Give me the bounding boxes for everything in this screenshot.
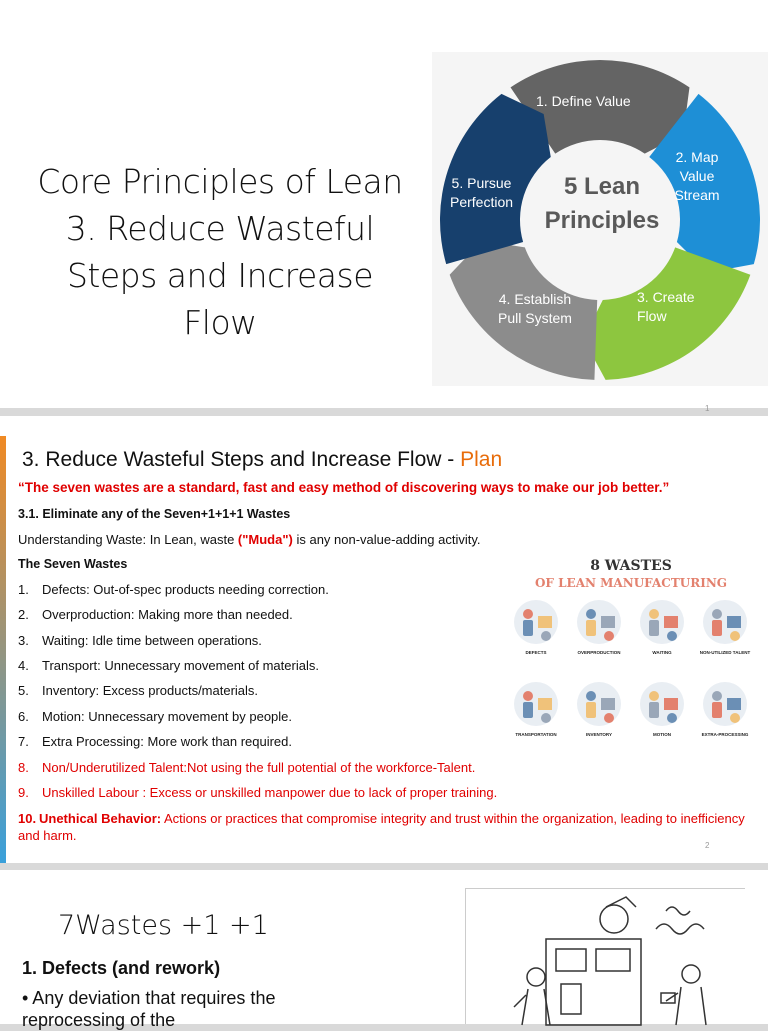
segment-label-create-flow: 3. Create Flow	[637, 289, 695, 324]
factory-cartoon-illustration	[465, 888, 745, 1024]
factory-cartoon-drawing	[466, 889, 746, 1025]
waste-icon-inventory	[569, 678, 629, 740]
waste-item: 1. Defects: Out-of-spec products needing correction.	[18, 582, 329, 597]
waste-icon-overproduction	[569, 596, 629, 658]
understanding-waste: Understanding Waste: In Lean, waste ("Muda") is any non-value-adding activity.	[18, 532, 481, 547]
waste-icon-caption: NON-UTILIZED TALENT	[699, 650, 751, 655]
defects-bullet: • Any deviation that requires the reprocessing of the	[22, 988, 276, 1030]
waste-item: 3. Waiting: Idle time between operations.	[18, 633, 262, 648]
plan-label: Plan	[460, 448, 503, 471]
segment-label-pull-system: 4. Establish Pull System	[498, 291, 572, 326]
waste-item: 6. Motion: Unnecessary movement by people.	[18, 709, 293, 724]
seven-wastes-heading: The Seven Wastes	[18, 557, 128, 571]
waste-icon-waiting	[632, 596, 692, 658]
segment-label-map-value-stream: 2. Map Value Stream	[674, 149, 720, 203]
waste-icon-caption: EXTRA-PROCESSING	[701, 732, 749, 737]
slide-1-title	[10, 158, 430, 346]
accent-bar	[0, 436, 6, 863]
waste-icon-caption: INVENTORY	[585, 732, 612, 737]
segment-label-pursue-perfection: 5. Pursue Perfection	[450, 175, 514, 210]
eight-wastes-infographic	[500, 554, 762, 754]
waste-item: 7. Extra Processing: More work than required.	[18, 734, 292, 749]
waste-icon-extra-processing	[695, 678, 755, 740]
waste-icon-defects	[506, 596, 566, 658]
slide-1	[0, 0, 768, 413]
waste-item: 2. Overproduction: Making more than needed.	[18, 607, 293, 622]
infographic-subtitle: OF LEAN MANUFACTURING	[534, 576, 728, 590]
waste-item-unethical: 10. Unethical Behavior: Actions or practices that compromise integrity and trust within the organization, leading to inefficiency and harm.	[18, 811, 745, 843]
waste-icon-transportation	[506, 678, 566, 740]
title-line-1: Core Principles of Lean	[37, 162, 403, 201]
slide-3	[0, 870, 768, 1030]
seven-wastes-quote: “The seven wastes are a standard, fast and easy method of discovering ways to make our job better.”	[18, 480, 670, 495]
waste-icon-caption: OVERPRODUCTION	[577, 650, 621, 655]
subheading: 3.1. Eliminate any of the Seven+1+1+1 Wastes	[18, 507, 291, 521]
waste-item-extra: 9. Unskilled Labour : Excess or unskilled manpower due to lack of proper training.	[18, 785, 498, 800]
title-line-3: Steps and Increase	[66, 256, 374, 295]
waste-icon-caption: DEFECTS	[525, 650, 547, 655]
page-number: 1	[705, 404, 710, 413]
title-line-4: Flow	[183, 303, 257, 342]
waste-icon-caption: WAITING	[652, 650, 672, 655]
waste-icon-motion	[632, 678, 692, 740]
lean-principles-cycle-diagram	[432, 52, 768, 386]
segment-label-define-value: 1. Define Value	[536, 93, 631, 109]
slide-2-title: 3. Reduce Wasteful Steps and Increase Flow - Plan	[22, 448, 503, 471]
page-number: 2	[705, 841, 710, 850]
waste-item: 4. Transport: Unnecessary movement of materials.	[18, 658, 319, 673]
title-line-2: 3. Reduce Wasteful	[65, 209, 375, 248]
waste-item: 5. Inventory: Excess products/materials.	[18, 683, 259, 698]
slide-2	[0, 416, 768, 863]
waste-icon-non-utilized-talent	[695, 596, 755, 658]
slide-3-title: 7Wastes +1 +1	[58, 910, 269, 941]
defects-heading: 1. Defects (and rework)	[22, 958, 221, 978]
waste-icon-caption: TRANSPORTATION	[515, 732, 557, 737]
waste-item-extra: 8. Non/Underutilized Talent:Not using the full potential of the workforce-Talent.	[18, 760, 476, 775]
cycle-center-label: 5 Lean Principles	[544, 173, 660, 234]
infographic-title: 8 WASTES	[590, 558, 672, 574]
waste-icon-caption: MOTION	[653, 732, 671, 737]
